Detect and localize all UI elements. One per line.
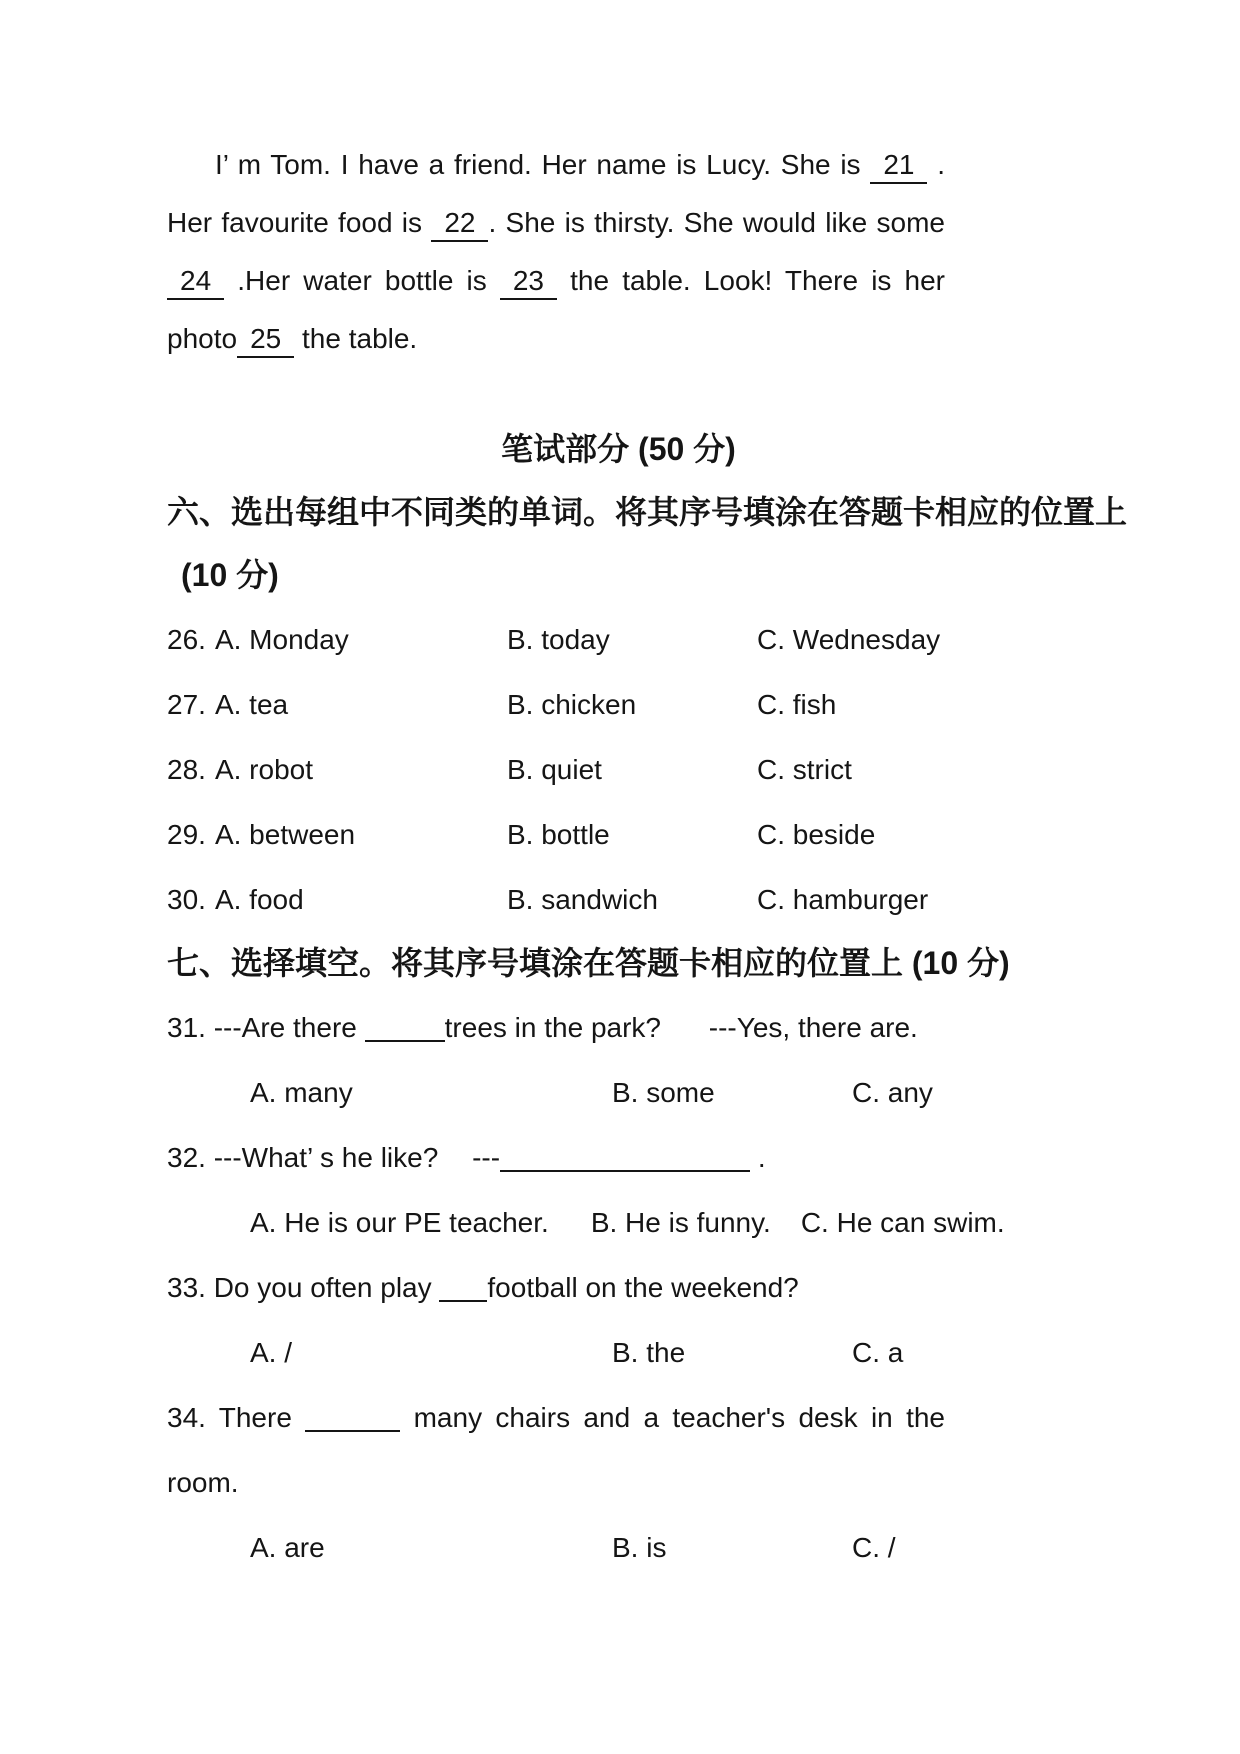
blank-24: 24 [167,264,224,300]
stem-text: 31. ---Are there [167,1012,357,1043]
option-c: C. any [852,1077,933,1108]
question-26-option-a [167,607,507,672]
question-34-options [167,1515,1070,1580]
cloze-text: I’ m Tom. I have a friend. Her name is Lucy. She is [215,149,861,180]
cloze-text: Her favourite food is [167,207,423,238]
question-32-options [167,1190,1070,1255]
question-29-row [167,802,1070,867]
question-26-option-b: B. today [507,624,610,655]
question-27-option-a [167,672,507,737]
question-27-option-c: C. fish [757,689,837,720]
question-29-option-b: B. bottle [507,819,610,850]
stem-text: 34. There [167,1402,292,1433]
option-b: B. the [612,1337,686,1368]
answer-blank [365,1014,445,1042]
question-34-stem [167,1385,945,1450]
option-a-label: A. tea [214,689,289,720]
option-a: A. many [250,1077,353,1108]
question-number: 28. [167,754,206,785]
option-c: C. a [852,1337,904,1368]
question-33-options [167,1320,1070,1385]
written-part-heading: 笔试部分 (50 分) [501,431,736,467]
cloze-line-2 [167,194,945,252]
option-a-label: A. between [214,819,356,850]
question-28-option-c: C. strict [757,754,852,785]
blank-21: 21 [870,148,927,184]
stem-text: many chairs and a teacher's desk in the [413,1402,946,1433]
stem-text: trees in the park? [444,1012,661,1043]
question-27-row [167,672,1070,737]
question-number: 29. [167,819,206,850]
question-number: 27. [167,689,206,720]
question-30-option-c: C. hamburger [757,884,929,915]
cloze-line-1 [167,136,945,194]
option-a-label: A. robot [214,754,313,785]
stem-answer-text: ---Yes, there are. [708,1012,918,1043]
stem-text: 32. ---What’ s he like? [167,1142,439,1173]
cloze-text: . She is thirsty. She would like some [488,207,945,238]
option-a: A. / [250,1337,293,1368]
section-7-heading: 七、选择填空。将其序号填涂在答题卡相应的位置上 (10 分) [167,945,1010,981]
option-a: A. He is our PE teacher. [250,1207,549,1238]
section-6-heading: 六、选出每组中不同类的单词。将其序号填涂在答题卡相应的位置上 [167,494,1128,530]
option-b: B. is [612,1532,667,1563]
stem-text: --- [472,1142,501,1173]
option-b: B. He is funny. [590,1207,771,1238]
cloze-line-4 [167,310,945,368]
question-30-row [167,867,1070,932]
question-29-option-a [167,802,507,867]
option-a-label: A. food [214,884,304,915]
question-28-option-a [167,737,507,802]
cloze-text: the table. [302,323,418,354]
cloze-line-3 [167,252,945,310]
question-32-stem [167,1125,945,1190]
question-28-row [167,737,1070,802]
stem-text: . [757,1142,766,1173]
stem-text: football on the weekend? [487,1272,799,1303]
question-number: 26. [167,624,206,655]
question-34-stem-continued: room. [167,1467,239,1498]
option-c: C. / [852,1532,896,1563]
question-33-stem [167,1255,945,1320]
cloze-text: photo [167,323,238,354]
option-a: A. are [250,1532,325,1563]
stem-text: 33. Do you often play [167,1272,432,1303]
blank-22: 22 [431,206,488,242]
answer-blank [500,1144,750,1172]
question-28-option-b: B. quiet [507,754,602,785]
question-30-option-b: B. sandwich [507,884,658,915]
cloze-text: . [937,149,945,180]
question-31-stem [167,995,945,1060]
cloze-text: the table. Look! There is her [570,265,945,296]
blank-23: 23 [500,264,557,300]
answer-blank [439,1274,487,1302]
option-c: C. He can swim. [800,1207,1005,1238]
blank-25: 25 [237,322,294,358]
cloze-passage [167,136,945,368]
answer-blank [305,1404,400,1432]
question-26-option-c: C. Wednesday [757,624,941,655]
question-29-option-c: C. beside [757,819,876,850]
question-30-option-a [167,867,507,932]
question-number: 30. [167,884,206,915]
question-26-row [167,607,1070,672]
question-27-option-b: B. chicken [507,689,637,720]
cloze-text: .Her water bottle is [237,265,487,296]
option-b: B. some [612,1077,715,1108]
option-a-label: A. Monday [214,624,349,655]
question-31-options [167,1060,1070,1125]
section-6-score: (10 分) [181,557,279,593]
